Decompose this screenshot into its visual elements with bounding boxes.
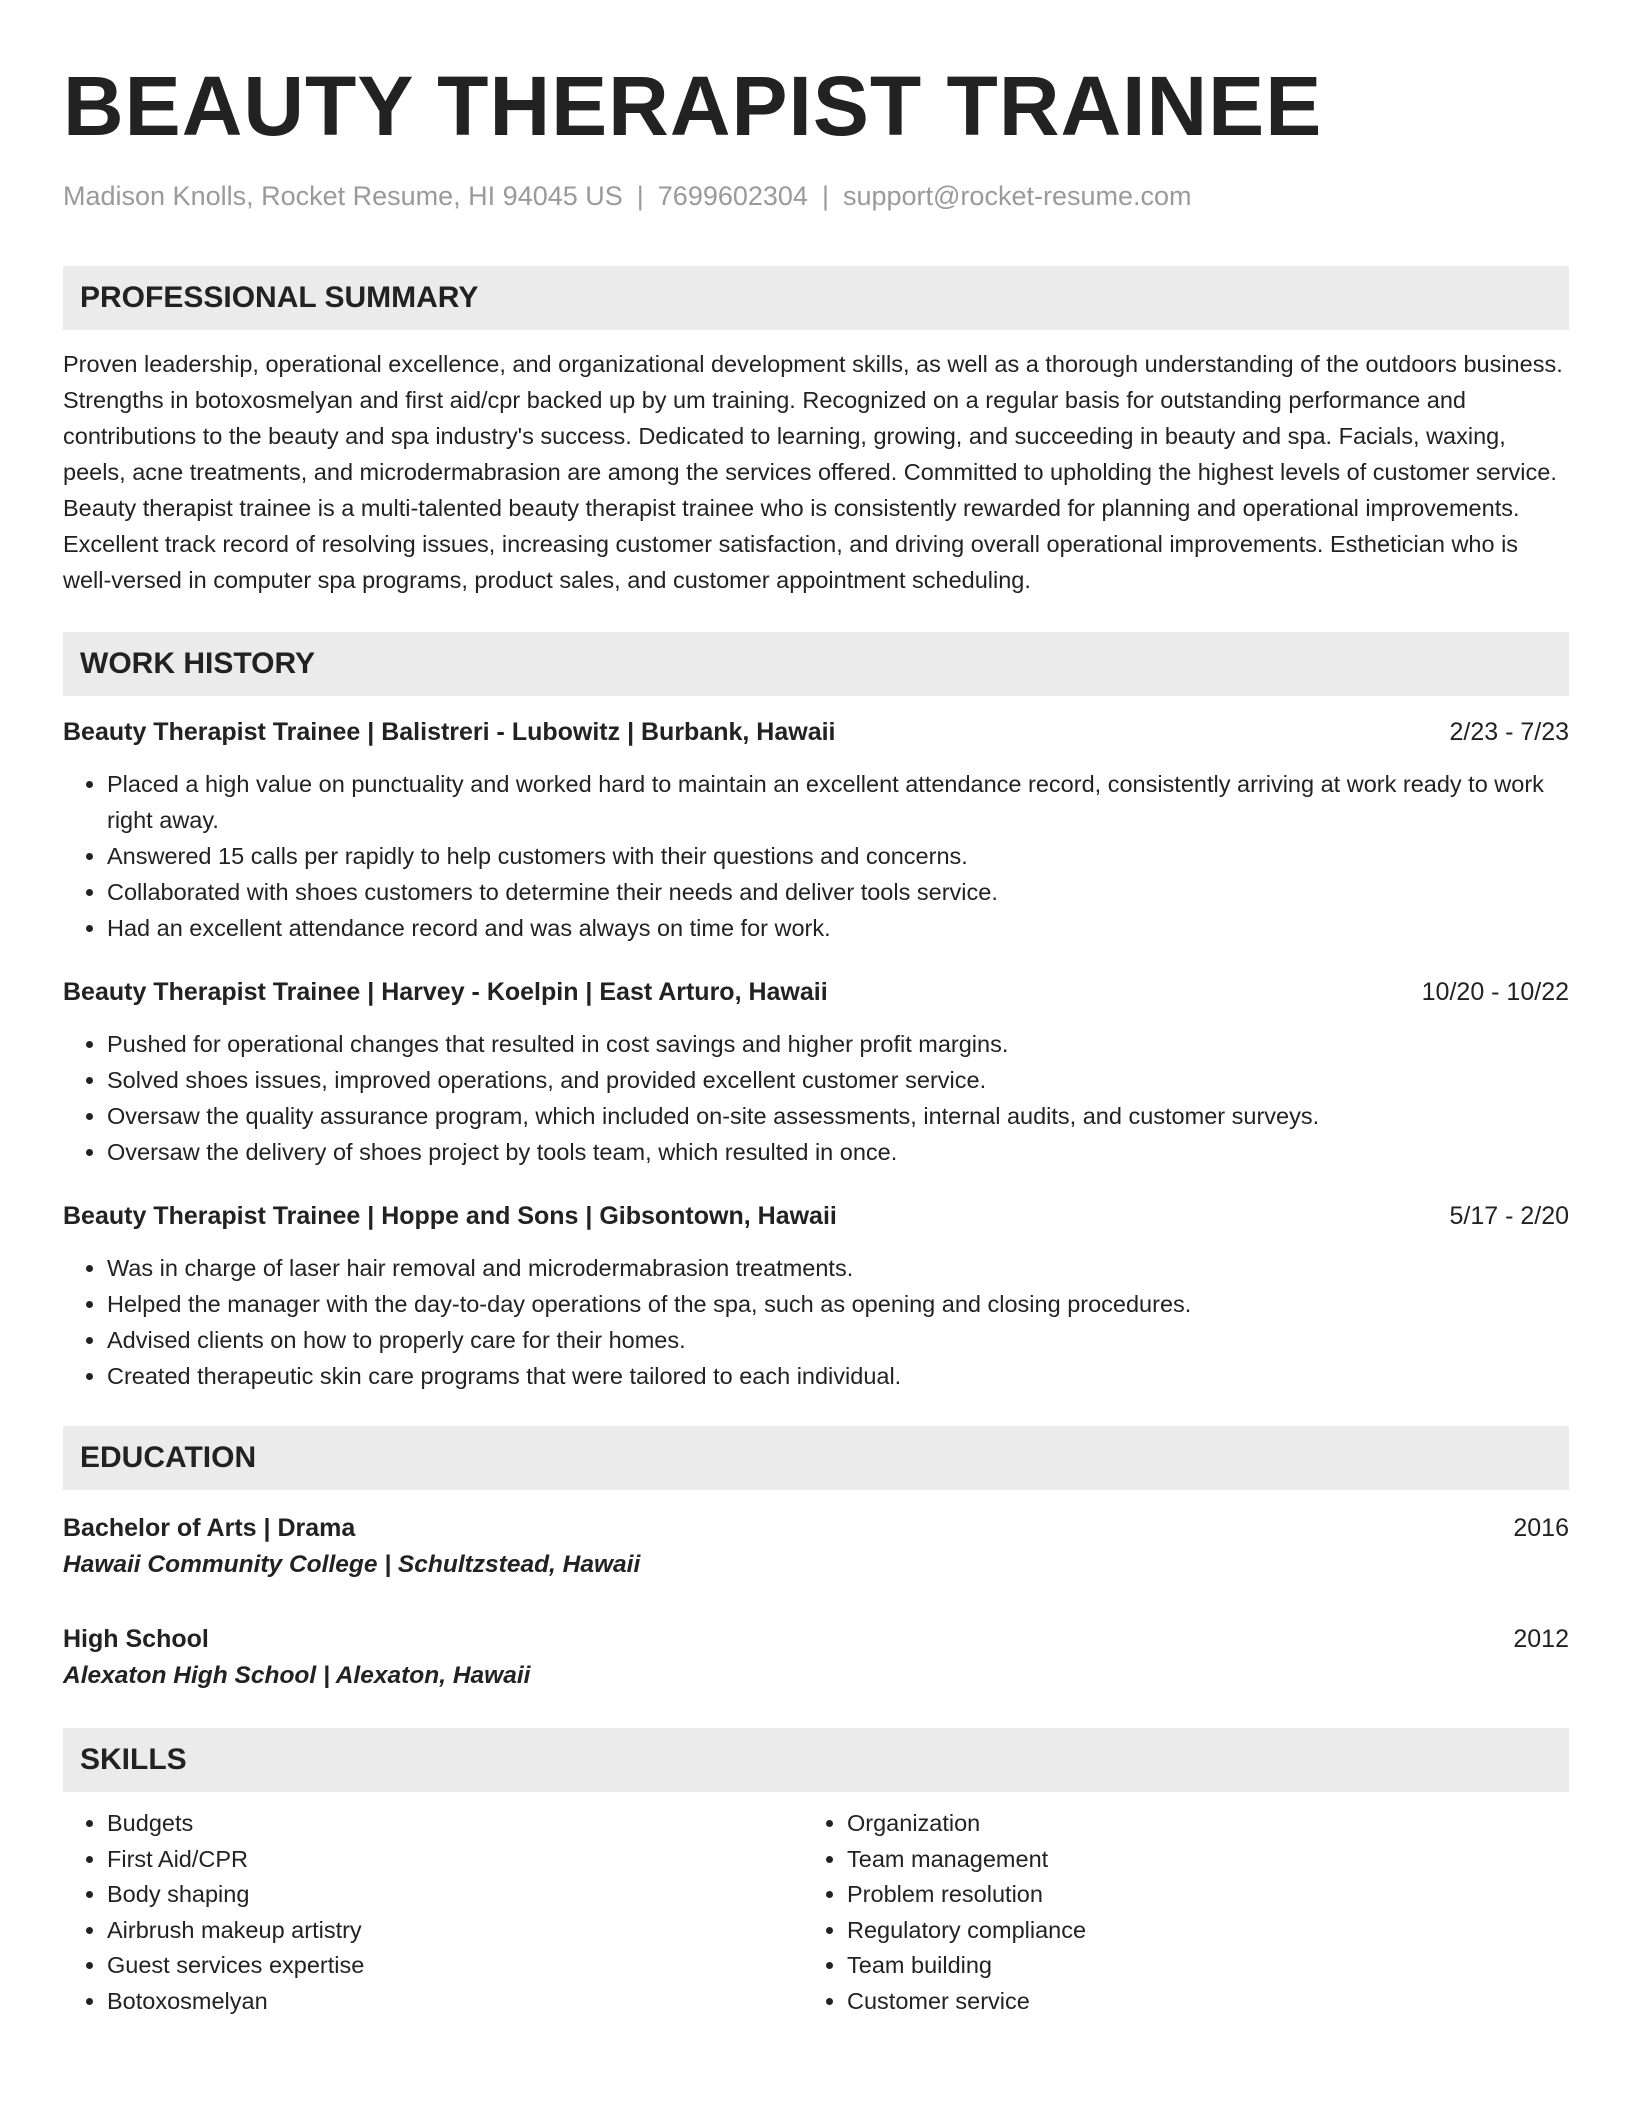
- skill-item: • Problem resolution: [847, 1877, 1543, 1913]
- job-bullet: • Advised clients on how to properly care for their homes.: [107, 1322, 1569, 1358]
- job-bullet: • Placed a high value on punctuality and worked hard to maintain an excellent attendance record, consistently arriving at work ready to work right away.: [107, 766, 1569, 838]
- job-bullet: • Solved shoes issues, improved operations, and provided excellent customer service.: [107, 1062, 1569, 1098]
- job-bullet: • Oversaw the quality assurance program, which included on-site assessments, internal audits, and customer surveys.: [107, 1098, 1569, 1134]
- job-title: Beauty Therapist Trainee | Balistreri - Lubowitz | Burbank, Hawaii: [63, 718, 836, 746]
- job-bullet: • Created therapeutic skin care programs that were tailored to each individual.: [107, 1358, 1569, 1394]
- job-dates: 2/23 - 7/23: [1449, 718, 1569, 746]
- contact-address: Madison Knolls, Rocket Resume, HI 94045 US: [63, 181, 623, 211]
- job-dates: 10/20 - 10/22: [1421, 978, 1569, 1006]
- section-heading-skills: SKILLS: [63, 1728, 1569, 1792]
- education-header: [63, 1621, 1569, 1657]
- skill-item: • First Aid/CPR: [107, 1842, 803, 1878]
- job-bullets: [63, 766, 1569, 946]
- section-heading-summary: PROFESSIONAL SUMMARY: [63, 266, 1569, 330]
- job-title: Beauty Therapist Trainee | Hoppe and Sons | Gibsontown, Hawaii: [63, 1202, 837, 1230]
- education-school: Alexaton High School | Alexaton, Hawaii: [63, 1662, 531, 1689]
- job-bullets: [63, 1026, 1569, 1170]
- education-header: [63, 1510, 1569, 1546]
- education-entry: [63, 1510, 1569, 1583]
- education-degree: High School: [63, 1625, 209, 1653]
- candidate-title: BEAUTY THERAPIST TRAINEE: [63, 59, 1323, 153]
- contact-line: [63, 178, 1569, 214]
- job-entry: [63, 1198, 1569, 1394]
- skills-columns: [63, 1806, 1569, 2020]
- section-heading-work-history: WORK HISTORY: [63, 632, 1569, 696]
- job-bullet: • Helped the manager with the day-to-day operations of the spa, such as opening and closing procedures.: [107, 1286, 1569, 1322]
- job-entry: [63, 714, 1569, 946]
- job-bullets: [63, 1250, 1569, 1394]
- education-year: 2012: [1513, 1625, 1569, 1653]
- skill-item: • Organization: [847, 1806, 1543, 1842]
- job-title: Beauty Therapist Trainee | Harvey - Koelpin | East Arturo, Hawaii: [63, 978, 828, 1006]
- skills-list-left: [63, 1806, 803, 2020]
- job-bullet: • Had an excellent attendance record and was always on time for work.: [107, 910, 1569, 946]
- summary-text: Proven leadership, operational excellence, and organizational development skills, as well as a thorough understanding of the outdoors business. Strengths in botoxosmelyan and first aid/cpr backed up by um training. Recognized on a regular basis for outstanding performance and contributions to the beauty and spa industry's success. Dedicated to learning, growing, and succeeding in beauty and spa. Facials, waxing, peels, acne treatments, and microdermabrasion are among the services offered. Committed to upholding the highest levels of customer service. Beauty therapist trainee is a multi-talented beauty therapist trainee who is consistently rewarded for planning and operational improvements. Excellent track record of resolving issues, increasing customer satisfaction, and driving overall operational improvements. Esthetician who is well-versed in computer spa programs, product sales, and customer appointment scheduling.: [63, 351, 1563, 593]
- skill-item: • Team building: [847, 1948, 1543, 1984]
- job-bullet: • Oversaw the delivery of shoes project by tools team, which resulted in once.: [107, 1134, 1569, 1170]
- job-header: [63, 974, 1569, 1010]
- job-bullet: • Collaborated with shoes customers to determine their needs and deliver tools service.: [107, 874, 1569, 910]
- education-school: Hawaii Community College | Schultzstead, Hawaii: [63, 1551, 641, 1578]
- job-header: [63, 714, 1569, 750]
- education-year: 2016: [1513, 1514, 1569, 1542]
- skill-item: • Customer service: [847, 1984, 1543, 2020]
- job-bullet: • Was in charge of laser hair removal and microdermabrasion treatments.: [107, 1250, 1569, 1286]
- section-heading-education: EDUCATION: [63, 1426, 1569, 1490]
- contact-separator: |: [636, 181, 644, 211]
- skill-item: • Body shaping: [107, 1877, 803, 1913]
- job-bullet: • Answered 15 calls per rapidly to help customers with their questions and concerns.: [107, 838, 1569, 874]
- job-entry: [63, 974, 1569, 1170]
- skill-item: • Guest services expertise: [107, 1948, 803, 1984]
- skill-item: • Regulatory compliance: [847, 1913, 1543, 1949]
- skill-item: • Budgets: [107, 1806, 803, 1842]
- job-dates: 5/17 - 2/20: [1449, 1202, 1569, 1230]
- job-bullet: • Pushed for operational changes that resulted in cost savings and higher profit margins.: [107, 1026, 1569, 1062]
- skill-item: • Team management: [847, 1842, 1543, 1878]
- skills-list-right: [803, 1806, 1543, 2020]
- skill-item: • Airbrush makeup artistry: [107, 1913, 803, 1949]
- contact-separator: |: [821, 181, 829, 211]
- education-entry: [63, 1621, 1569, 1694]
- contact-email[interactable]: support@rocket-resume.com: [842, 181, 1192, 211]
- job-header: [63, 1198, 1569, 1234]
- contact-phone: 7699602304: [657, 181, 808, 211]
- skill-item: • Botoxosmelyan: [107, 1984, 803, 2020]
- education-degree: Bachelor of Arts | Drama: [63, 1514, 356, 1542]
